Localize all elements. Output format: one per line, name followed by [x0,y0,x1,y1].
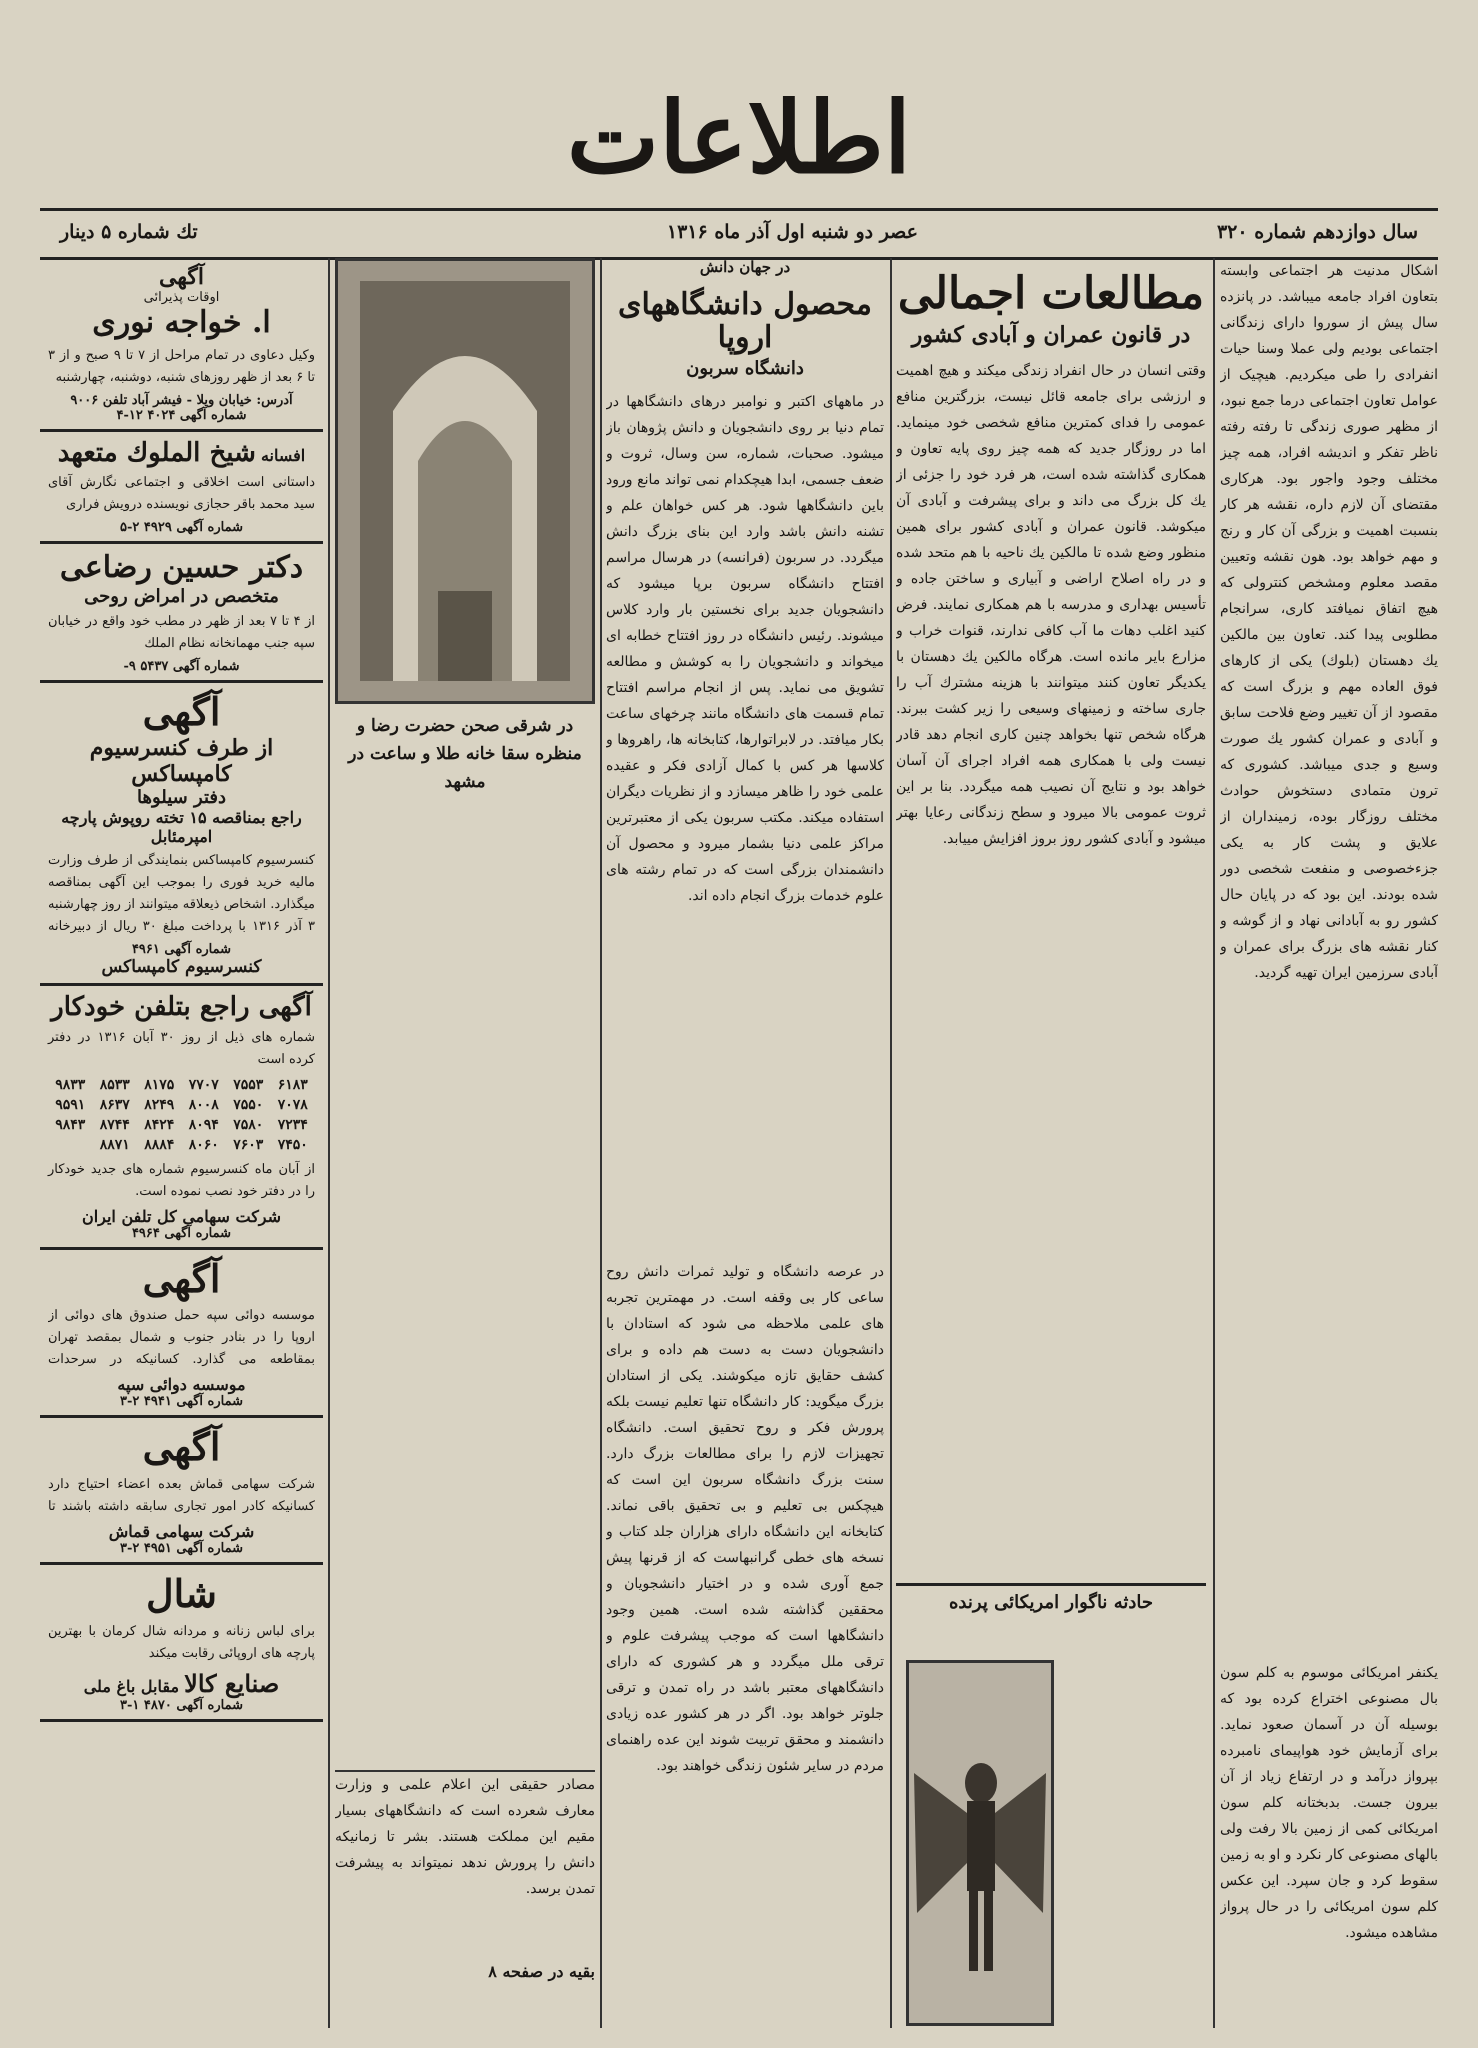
mosque-photo [335,258,595,704]
column-rule [1213,258,1215,2028]
phone-number-row [48,1115,315,1135]
consortium-ad-office: دفتر سیلوها [137,786,226,808]
column-rule [328,258,330,2028]
doctor-ad [40,544,323,683]
fabric-ad-body: شرکت سهامی قماش بعده اعضاء احتیاج دارد کسانیکه کادر امور تجاری سابقه داشته باشند تا [48,1476,315,1514]
fabric-ad-ref: شماره آگهی ۴۹۵۱ ۲-۳ [120,1540,243,1556]
plane-story-title: حادثه ناگوار امریکائی پرنده [949,1592,1153,1614]
phone-ad [40,986,323,1250]
phone-ad-company: شرکت سهامی کل تلفن ایران [81,1206,282,1226]
phone-number-row [48,1095,315,1115]
consortium-ad [40,683,323,986]
phone-number-cell: ۸۷۴۴ [99,1116,130,1133]
lawyer-ad-body: وکیل دعاوی در تمام مراحل از ۷ تا ۹ صبح و از ۳ تا ۶ بعد از ظهر روزهای شنبه، دوشنبه، چهارشنبه [48,348,315,385]
phone-number-cell: ۸۱۷۵ [144,1076,175,1093]
phone-number-cell: ۷۲۳۴ [277,1116,308,1133]
lead-article-continuation: وقتی انسان در حال انفراد زندگی میکند و هیچ اهمیت و ارزشی برای جامعه قائل نیست، بزرگترین منافع عمومی را فدای کمترین منافع شخصی خود مینماید. اما در روزگار جدید که همه چیز روی پایه تعاون و همکاری گذاشته شده است، هر فرد خود را جزئی از یك کل بزرگ می داند و برای پیشرفت و آبادی آن میکوشد. قانون عمران و آبادی کشور برای همین منظور وضع شده تا مالکین یك ناحیه با هم متحد شده و در راه اصلاح اراضی و آبیاری و ساختن جاده و تأسیس بهداری و مدرسه با هم همکاری نمایند. فرض کنید اغلب دهات ما آب کافی ندارند، قنوات خراب و مزارع بایر مانده است. هرگاه مالکین یك دهستان با یکدیگر تعاون کنند میتوانند با هزینه مشترك آب را جاری ساخته و زمینهای وسیعی را زیر کشت ببرند. هرگاه شخص تنها بخواهد چنین کاری انجام دهد قادر نیست ولی با همکاری همه افراد اجرای آن آسان خواهد بود و نتایج آن نصیب همه میگردد. بنا بر این ثروت عمومی بالا میرود و سطح زندگانی رعایا بهتر میشود و آبادی کشور روز بروز افزایش مییابد. [896,363,1206,848]
fabric-ad [40,1418,323,1565]
plane-story [896,1583,1206,1613]
consortium-ad-title: آگهی [142,689,221,734]
science-body: در ماههای اکتبر و نوامبر درهای دانشگاهها در تمام دنیا بر روی دانشجویان و دانش پژوهان باز میشود. صحبات، شماره، سن وسال، ثروت و ضعف جسمی، ابدا هیچکدام نمی تواند مانع ورود باین دانشگاهها شود. هر کس خواهان علم و تشنه دانش باشد وارد این بنای بزرگ دانش میگردد. در سربون (فرانسه) در هرسال مراسم افتتاح دانشگاه سربون برپا میشود که دانشجویان جدید برای نخستین بار وارد کلاس میشوند. رئیس دانشگاه در روز افتتاح خطابه ای میخواند و دانشجویان را به کوشش و مطالعه تشویق می نماید. پس از انجام مراسم افتتاح تمام قسمت های دانشگاه مانند چرخهای ساعت بکار میافتد. در لابراتوارها، کتابخانه ها، راهروها و کلاسها هر کس با کمال آزادی فکر و عقیده علمی خود را ظاهر میسازد و از نظریات دیگران استفاده میکند. مکتب سربون یکی از معتبرترین مراکز علمی دنیا بشمار میرود و محصول آن دانشمندان بزرگی است که در تمام رشته های علوم خدمات بزرگ انجام داده اند. [606,394,884,904]
shawl-ad-place: مقابل باغ ملی [83,1676,180,1696]
phone-number-cell: ۸۸۸۴ [144,1136,175,1153]
consortium-ad-sign: کنسرسیوم کامپساکس [101,956,262,977]
phone-number-cell: ۷۵۵۰ [233,1096,264,1113]
plane-man-illustration [909,1663,1051,2023]
consortium-ad-from: از طرف کنسرسیوم کامپساکس [89,734,274,787]
consortium-ad-ref: شماره آگهی ۴۹۶۱ [131,941,232,957]
shawl-ad-body: برای لباس زنانه و مردانه شال کرمان با بهترین پارچه های اروپائی رقابت میکند [48,1623,315,1661]
phone-number-cell [48,1135,93,1155]
phone-ad-intro: شماره های ذیل از روز ۳۰ آبان ۱۳۱۶ در دفتر کرده است [48,1029,315,1067]
lawyer-ad-name: ا. خواجه نوری [92,305,271,340]
doctor-ad-body: از ۴ تا ۷ بعد از ظهر در مطب خود واقع در خیابان سپه جنب مهمانخانه نظام الملك [48,614,316,651]
left-ads-column [40,258,323,2028]
pharmacy-ad-ref: شماره آگهی ۴۹۴۱ ۲-۳ [120,1394,243,1410]
doctor-ad-sub: متخصص در امراض روحی [84,586,279,607]
science-kicker: در جهان دانش [699,258,791,276]
science-title: محصول دانشگاههای اروپا [618,287,872,355]
fabric-ad-title: آگهی [142,1424,221,1470]
bottom-strip [335,1770,595,2022]
dateline-bar [40,208,1438,260]
issue-number: سال دوازدهم شماره ۳۲۰ [1216,221,1418,243]
phone-number-table [48,1075,315,1155]
mosque-and-ads-column [335,258,595,2028]
phone-number-cell: ۷۴۵۰ [277,1136,308,1153]
pharmacy-ad-title: آگهی [142,1255,221,1301]
phone-ad-ref: شماره آگهی ۴۹۶۴ [131,1225,232,1241]
lead-article-subtitle: در قانون عمران و آبادی کشور [911,322,1191,349]
column-rule [890,258,892,2028]
phone-number-cell: ۸۴۲۴ [144,1116,175,1133]
novel-ad-kicker: افسانه [260,446,306,465]
phone-number-cell: ۸۸۷۱ [99,1136,130,1153]
shawl-ad [40,1565,323,1722]
phone-number-cell: ۹۵۹۱ [55,1096,86,1113]
masthead-title: اطلاعات [566,81,912,196]
science-subtitle: دانشگاه سربون [686,358,804,379]
phone-number-cell: ۸۶۳۷ [99,1096,130,1113]
issue-date: عصر دو شنبه اول آذر ماه ۱۳۱۶ [666,221,918,243]
bottom-body: مصادر حقیقی این اعلام علمی و وزارت معارف شعرده است که دانشگاههای بسیار مقیم این مملکت هستند. بشر تا زمانیکه دانش را پرورش ندهد نمیتواند به پیشرفت تمدن برسد. [335,1777,595,1897]
lawyer-ad-ref: شماره آگهی ۴۰۲۴ ۱۲-۴ [116,408,247,423]
pharmacy-ad-body: موسسه دوائی سپه حمل صندوق های دوائی از اروپا را در بنادر جنوب و شمال بمقصد تهران بمقاطعه می گذارد. کسانیکه در سرحدات [48,1308,315,1368]
phone-number-cell: ۸۰۹۴ [188,1116,219,1133]
issue-price: تك شماره ۵ دینار [60,221,198,243]
novel-ad-body: داستانی است اخلاقی و اجتماعی نگارش آقای سید محمد باقر حجازی نویسنده درویش فراری [48,475,315,512]
lead-article-title: مطالعات اجمالی [897,268,1205,319]
novel-ad [40,432,323,544]
lawyer-ad-address: آدرس: خیابان ویلا - فیشر آباد تلفن ۹۰۰۶ [70,393,293,408]
lawyer-ad-kicker: آگهی [158,264,205,290]
lawyer-ad-hours: اوقات پذیرائی [143,290,220,305]
phone-number-cell: ۸۵۳۳ [99,1076,130,1093]
science-body-continued: در عرصه دانشگاه و تولید ثمرات دانش روح ساعی کار بی وقفه است. در مهمترین تجربه های علمی ملاحظه می شود که استادان با دانشجویان دست به دست هم داده و برای کشف حقایق تازه میکوشند. یکی از استادان بزرگ میگوید: کار دانشگاه تنها تعلیم نیست بلکه پرورش فکر و روح تحقیق است. دانشگاه تجهیزات لازم را برای مطالعات بزرگ دارد. سنت بزرگ دانشگاه سربون این است که هیچکس بی تعلیم و بی تحقیق باقی نماند. کتابخانه این دانشگاه دارای هزاران جلد کتاب و نسخه های خطی گرانبهاست که از قرنها پیش جمع آوری شده و در اختیار دانشجویان و محققین گذاشته شده است. همین وجود دانشگاهها است که موجب پیشرفت علوم و ترقی ملل میگردد و هر کشوری که دارای دانشگاههای معتبر باشد در راه تمدن و ترقی جلوتر خواهد بود. اگر در هر کشور عده زیادی دانشمند و محقق تربیت شوند این عده راهنمای مردم در سایر شئون زندگی خواهند بود. [606,1264,884,1774]
continued-note: بقیه در صفحه ۸ [488,1962,595,1981]
phone-number-row [48,1075,315,1095]
phone-number-cell: ۷۵۵۳ [233,1076,264,1093]
pharmacy-ad [40,1250,323,1419]
mosque-illustration [338,261,592,701]
plane-photo [906,1660,1054,2026]
phone-number-cell: ۷۵۸۰ [233,1116,264,1133]
novel-ad-title: شیخ الملوك متعهد [57,438,256,468]
shawl-ad-title: شال [145,1570,218,1616]
shawl-ad-brand: صنایع کالا [184,1668,280,1698]
fabric-ad-sign: شرکت سهامی قماش [108,1521,255,1541]
phone-ad-body: از آبان ماه کنسرسیوم شماره های جدید خودکار را در دفتر خود نصب نموده است. [48,1161,315,1199]
mosque-caption: در شرقی صحن حضرت رضا و منظره سقا خانه طلا و ساعت در مشهد [348,716,582,792]
doctor-ad-title: دکتر حسین رضاعی [59,550,304,585]
phone-number-cell: ۶۱۸۳ [277,1076,308,1093]
lead-article-body: اشکال مدنیت هر اجتماعی وابسته بتعاون افراد جامعه میباشد. در پانزده سال پیش از سوروا دارای زندگانی اجتماعی بودیم ولی عملا وسنا حیات انفرادی را طی میکردیم. هیچیک از عوامل تعاون اجتماعی درما جمع نبود، از مظهر صوری زندگی تا رفته رفته ناظر تفکر و اندیشه افراد، همه چیز مختلف وجود واجور بود. هرکاری مقتضای آن لازم داره، نقشه هر کار بنسبت اهمیت و بزرگی آن کار و رنج و مهم خواهد بود. هون نقشه وتعیین مقصد معلوم ومشخص کنترولی که هیچ اتفاق نمیافتد کاری، سرانجام مطلوبی پیدا کند. تعاون بین مالکین یك دهستان (بلوك) یکی از کارهای فوق العاده مهم و بزرگ است که مقصود از آن تغییر وضع فلاحت سابق و آبادی و عمران کشور یك صورت وسیع و جدی میباشد. کشوری که ترون متمادی دستخوش حوادث مختلف روزگار بوده، زمینداران از علایق و پشت کار به یکی جزءخصوصی و منفعت شخصی دور شده بودند. این بود که در پایان حال کشور رو به آبادانی نهاد و از گوشه و کنار نقشه های بزرگ برای عمران و آبادی سرزمین ایران تهیه گردید. [1220,263,1438,981]
plane-story-body: یکنفر امریکائی موسوم به کلم سون بال مصنوعی اختراع کرده بود که بوسیله آن در آسمان صعود نماید. برای آزمایش خود هواپیمای نامبرده بپرواز درآمد و در ارتفاع زیاد از آن بیرون جست. بدبختانه کلم سون امریکائی کمی از زمین بالا رفت ولی بالهای مصنوعی کار نکرد و او به زمین سقوط کرد و جان سپرد. این عکس کلم سون امریکائی را در حال پرواز مشاهده میشود. [1220,1665,1438,1941]
science-article-column [606,258,884,2028]
phone-ad-title: آگهی راجع بتلفن خودکار [51,991,312,1022]
phone-number-row [48,1135,315,1155]
phone-number-cell: ۹۸۳۳ [55,1076,86,1093]
shawl-ad-ref: شماره آگهی ۴۸۷۰ ۱-۳ [120,1697,243,1713]
phone-number-cell: ۸۰۰۸ [188,1096,219,1113]
consortium-ad-body: کنسرسیوم کامپساکس بنمایندگی از طرف وزارت مالیه خرید فوری را بموجب این آگهی بمناقصه میگذارد. اشخاص ذیعلاقه میتوانند از روز چهارشنبه ۳ آذر ۱۳۱۶ با پرداخت مبلغ ۳۰ ریال از دبیرخانه [48,852,315,934]
phone-number-cell: ۹۸۴۳ [55,1116,86,1133]
lawyer-ad [40,258,323,432]
doctor-ad-ref: شماره آگهی ۵۴۳۷ ۹- [123,659,240,674]
phone-number-cell: ۷۷۰۷ [188,1076,219,1093]
consortium-ad-notice: راجع بمناقصه ۱۵ تخته روپوش پارچه امپرمئابل [61,807,302,846]
pharmacy-ad-sign: موسسه دوائی سپه [117,1375,246,1395]
phone-number-cell: ۸۲۴۹ [144,1096,175,1113]
phone-number-cell: ۸۰۶۰ [188,1136,219,1153]
phone-number-cell: ۷۶۰۳ [233,1136,264,1153]
column-rule [600,258,602,2028]
novel-ad-ref: شماره آگهی ۴۹۲۹ ۲-۵ [120,520,243,535]
phone-number-cell: ۷۰۷۸ [277,1096,308,1113]
